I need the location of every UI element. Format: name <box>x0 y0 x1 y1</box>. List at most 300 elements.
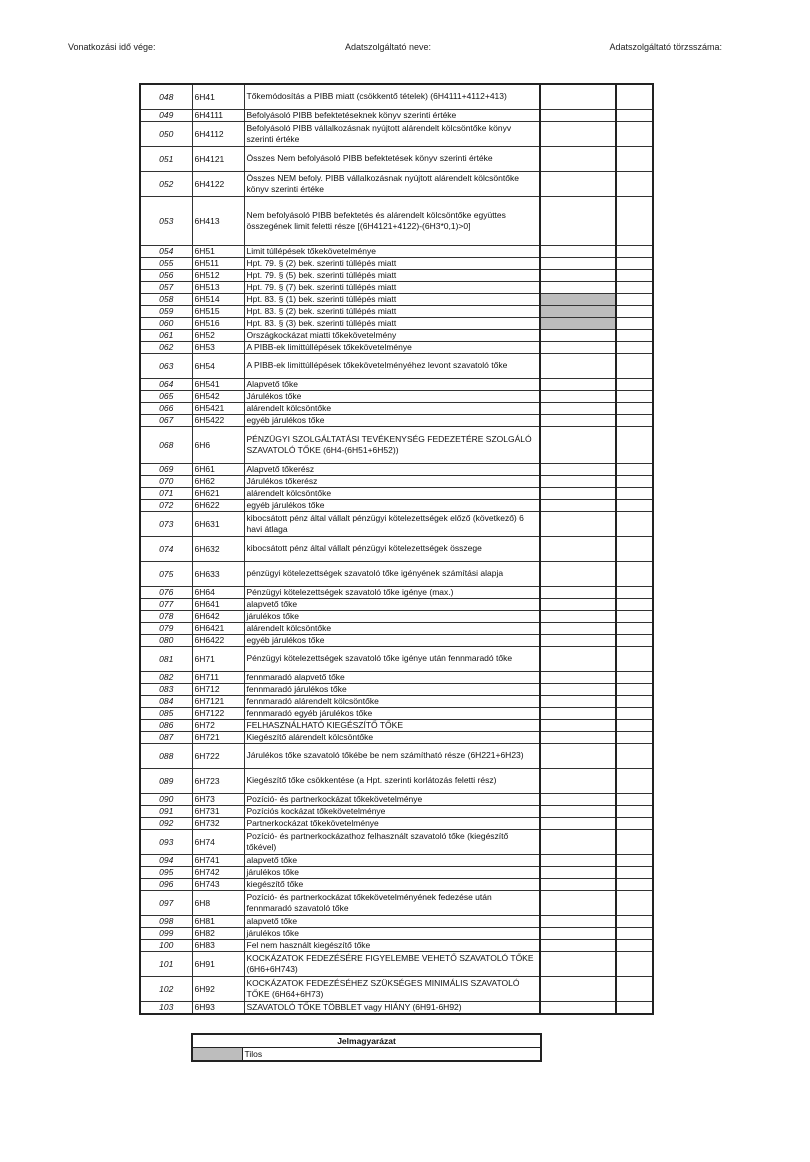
row-number: 065 <box>140 390 192 402</box>
row-description: KOCKÁZATOK FEDEZÉSÉRE FIGYELEMBE VEHETŐ SZAVATOLÓ TŐKE (6H6+6H743) <box>244 951 540 976</box>
value-cell[interactable] <box>540 353 616 378</box>
row-code: 6H513 <box>192 281 244 293</box>
row-code: 6H91 <box>192 951 244 976</box>
value-cell-secondary[interactable] <box>616 939 653 951</box>
row-code: 6H711 <box>192 671 244 683</box>
value-cell[interactable] <box>540 257 616 269</box>
row-number: 099 <box>140 927 192 939</box>
value-cell[interactable] <box>540 598 616 610</box>
row-description: Pozíció- és partnerkockázat tőkekövetelményének fedezése után fennmaradó szavatoló tőke <box>244 890 540 915</box>
row-description: Hpt. 79. § (5) bek. szerinti túllépés miatt <box>244 269 540 281</box>
table-row <box>140 245 653 257</box>
value-cell[interactable] <box>540 511 616 536</box>
row-number: 101 <box>140 951 192 976</box>
row-code: 6H511 <box>192 257 244 269</box>
table-row <box>140 646 653 671</box>
value-cell-secondary[interactable] <box>616 634 653 646</box>
table-row <box>140 536 653 561</box>
value-cell[interactable] <box>540 683 616 695</box>
value-cell-secondary[interactable] <box>616 683 653 695</box>
row-description: A PIBB-ek limittúllépések tőkekövetelményéhez levont szavatoló tőke <box>244 353 540 378</box>
table-row <box>140 878 653 890</box>
row-code: 6H4122 <box>192 171 244 196</box>
value-cell-secondary[interactable] <box>616 829 653 854</box>
table-row <box>140 817 653 829</box>
row-number: 089 <box>140 768 192 793</box>
report-table-body <box>140 84 653 1014</box>
table-row <box>140 317 653 329</box>
value-cell[interactable] <box>540 390 616 402</box>
value-cell[interactable] <box>540 951 616 976</box>
value-cell[interactable] <box>540 171 616 196</box>
value-cell-secondary[interactable] <box>616 695 653 707</box>
row-number: 102 <box>140 976 192 1001</box>
row-code: 6H53 <box>192 341 244 353</box>
value-cell-secondary[interactable] <box>616 109 653 121</box>
value-cell-secondary[interactable] <box>616 475 653 487</box>
row-number: 092 <box>140 817 192 829</box>
value-cell[interactable] <box>540 915 616 927</box>
table-row <box>140 854 653 866</box>
row-number: 083 <box>140 683 192 695</box>
value-cell-secondary[interactable] <box>616 305 653 317</box>
value-cell[interactable] <box>540 878 616 890</box>
value-cell-secondary[interactable] <box>616 390 653 402</box>
value-cell-secondary[interactable] <box>616 245 653 257</box>
row-description: Országkockázat miatti tőkekövetelmény <box>244 329 540 341</box>
table-row <box>140 598 653 610</box>
table-row <box>140 610 653 622</box>
row-description: SZAVATOLÓ TŐKE TÖBBLET vagy HIÁNY (6H91-6H92) <box>244 1001 540 1014</box>
table-row <box>140 402 653 414</box>
row-number: 087 <box>140 731 192 743</box>
row-code: 6H514 <box>192 293 244 305</box>
value-cell-secondary[interactable] <box>616 671 653 683</box>
table-row <box>140 257 653 269</box>
row-number: 068 <box>140 426 192 463</box>
row-description: járulékos tőke <box>244 866 540 878</box>
row-code: 6H742 <box>192 866 244 878</box>
legend-table <box>191 1033 542 1062</box>
row-number: 071 <box>140 487 192 499</box>
table-row <box>140 561 653 586</box>
row-code: 6H621 <box>192 487 244 499</box>
row-description: alárendelt kölcsöntőke <box>244 402 540 414</box>
row-code: 6H732 <box>192 817 244 829</box>
row-code: 6H73 <box>192 793 244 805</box>
value-cell-secondary[interactable] <box>616 793 653 805</box>
row-number: 051 <box>140 146 192 171</box>
row-description: járulékos tőke <box>244 610 540 622</box>
row-number: 048 <box>140 84 192 109</box>
value-cell-secondary[interactable] <box>616 499 653 511</box>
table-row <box>140 768 653 793</box>
row-description: Pénzügyi kötelezettségek szavatoló tőke igénye (max.) <box>244 586 540 598</box>
value-cell-secondary[interactable] <box>616 281 653 293</box>
value-cell[interactable] <box>540 622 616 634</box>
value-cell <box>540 317 616 329</box>
value-cell-secondary[interactable] <box>616 487 653 499</box>
value-cell[interactable] <box>540 414 616 426</box>
row-description: Fel nem használt kiegészítő tőke <box>244 939 540 951</box>
value-cell[interactable] <box>540 109 616 121</box>
row-number: 073 <box>140 511 192 536</box>
row-number: 055 <box>140 257 192 269</box>
row-number: 081 <box>140 646 192 671</box>
row-code: 6H731 <box>192 805 244 817</box>
table-row <box>140 951 653 976</box>
row-code: 6H82 <box>192 927 244 939</box>
row-number: 078 <box>140 610 192 622</box>
row-code: 6H632 <box>192 536 244 561</box>
table-row <box>140 305 653 317</box>
value-cell[interactable] <box>540 329 616 341</box>
value-cell-secondary[interactable] <box>616 414 653 426</box>
row-code: 6H4111 <box>192 109 244 121</box>
row-description: alárendelt kölcsöntőke <box>244 622 540 634</box>
row-description: KOCKÁZATOK FEDEZÉSÉHEZ SZÜKSÉGES MINIMÁLIS SZAVATOLÓ TŐKE (6H64+6H73) <box>244 976 540 1001</box>
table-row <box>140 683 653 695</box>
row-description: Limit túllépések tőkekövetelménye <box>244 245 540 257</box>
value-cell-secondary[interactable] <box>616 890 653 915</box>
row-description: Hpt. 79. § (2) bek. szerinti túllépés miatt <box>244 257 540 269</box>
value-cell-secondary[interactable] <box>616 84 653 109</box>
row-number: 072 <box>140 499 192 511</box>
value-cell-secondary[interactable] <box>616 622 653 634</box>
row-description: Hpt. 83. § (2) bek. szerinti túllépés miatt <box>244 305 540 317</box>
value-cell-secondary[interactable] <box>616 743 653 768</box>
row-number: 057 <box>140 281 192 293</box>
value-cell-secondary[interactable] <box>616 146 653 171</box>
value-cell-secondary[interactable] <box>616 1001 653 1014</box>
row-number: 067 <box>140 414 192 426</box>
row-description: Partnerkockázat tőkekövetelménye <box>244 817 540 829</box>
row-code: 6H41 <box>192 84 244 109</box>
value-cell-secondary[interactable] <box>616 257 653 269</box>
value-cell-secondary[interactable] <box>616 426 653 463</box>
value-cell[interactable] <box>540 196 616 245</box>
row-code: 6H512 <box>192 269 244 281</box>
row-code: 6H712 <box>192 683 244 695</box>
row-description: pénzügyi kötelezettségek szavatoló tőke igényének számítási alapja <box>244 561 540 586</box>
value-cell-secondary[interactable] <box>616 196 653 245</box>
value-cell[interactable] <box>540 927 616 939</box>
row-number: 053 <box>140 196 192 245</box>
row-code: 6H641 <box>192 598 244 610</box>
row-description: Hpt. 79. § (7) bek. szerinti túllépés miatt <box>244 281 540 293</box>
value-cell-secondary[interactable] <box>616 586 653 598</box>
value-cell[interactable] <box>540 829 616 854</box>
value-cell[interactable] <box>540 743 616 768</box>
legend-swatch <box>192 1048 242 1062</box>
value-cell-secondary[interactable] <box>616 269 653 281</box>
value-cell-secondary[interactable] <box>616 536 653 561</box>
table-row <box>140 329 653 341</box>
value-cell-secondary[interactable] <box>616 317 653 329</box>
row-number: 080 <box>140 634 192 646</box>
row-code: 6H71 <box>192 646 244 671</box>
table-row <box>140 890 653 915</box>
table-row <box>140 586 653 598</box>
row-code: 6H6 <box>192 426 244 463</box>
row-code: 6H721 <box>192 731 244 743</box>
value-cell[interactable] <box>540 890 616 915</box>
row-description: fennmaradó egyéb járulékos tőke <box>244 707 540 719</box>
row-description: egyéb járulékos tőke <box>244 634 540 646</box>
table-row <box>140 511 653 536</box>
row-code: 6H723 <box>192 768 244 793</box>
row-code: 6H631 <box>192 511 244 536</box>
row-code: 6H92 <box>192 976 244 1001</box>
value-cell-secondary[interactable] <box>616 976 653 1001</box>
value-cell-secondary[interactable] <box>616 878 653 890</box>
row-number: 103 <box>140 1001 192 1014</box>
value-cell-secondary[interactable] <box>616 341 653 353</box>
table-row <box>140 414 653 426</box>
value-cell[interactable] <box>540 378 616 390</box>
value-cell-secondary[interactable] <box>616 805 653 817</box>
table-row <box>140 146 653 171</box>
row-description: kibocsátott pénz által vállalt pénzügyi kötelezettségek előző (következő) 6 havi átlaga <box>244 511 540 536</box>
row-description: Hpt. 83. § (3) bek. szerinti túllépés miatt <box>244 317 540 329</box>
row-code: 6H6422 <box>192 634 244 646</box>
value-cell[interactable] <box>540 487 616 499</box>
value-cell[interactable] <box>540 793 616 805</box>
value-cell[interactable] <box>540 475 616 487</box>
value-cell[interactable] <box>540 1001 616 1014</box>
row-code: 6H93 <box>192 1001 244 1014</box>
value-cell-secondary[interactable] <box>616 561 653 586</box>
value-cell[interactable] <box>540 610 616 622</box>
row-code: 6H74 <box>192 829 244 854</box>
value-cell-secondary[interactable] <box>616 378 653 390</box>
value-cell[interactable] <box>540 768 616 793</box>
row-number: 054 <box>140 245 192 257</box>
row-number: 076 <box>140 586 192 598</box>
value-cell[interactable] <box>540 499 616 511</box>
table-row <box>140 121 653 146</box>
table-row <box>140 171 653 196</box>
row-number: 082 <box>140 671 192 683</box>
table-row <box>140 353 653 378</box>
row-code: 6H61 <box>192 463 244 475</box>
table-row <box>140 84 653 109</box>
table-row <box>140 939 653 951</box>
table-row <box>140 915 653 927</box>
row-description: Járulékos tőkerész <box>244 475 540 487</box>
value-cell[interactable] <box>540 402 616 414</box>
value-cell-secondary[interactable] <box>616 353 653 378</box>
value-cell[interactable] <box>540 719 616 731</box>
row-description: Alapvető tőke <box>244 378 540 390</box>
value-cell[interactable] <box>540 817 616 829</box>
value-cell <box>540 305 616 317</box>
row-description: Összes NEM befoly. PIBB vállalkozásnak nyújtott alárendelt kölcsöntőke könyv szerinti értéke <box>244 171 540 196</box>
row-description: alapvető tőke <box>244 598 540 610</box>
row-number: 091 <box>140 805 192 817</box>
row-description: Tőkemódosítás a PIBB miatt (csökkentő tételek) (6H4111+4112+413) <box>244 84 540 109</box>
table-row <box>140 475 653 487</box>
value-cell-secondary[interactable] <box>616 707 653 719</box>
value-cell[interactable] <box>540 866 616 878</box>
table-row <box>140 341 653 353</box>
value-cell[interactable] <box>540 245 616 257</box>
row-number: 100 <box>140 939 192 951</box>
value-cell-secondary[interactable] <box>616 866 653 878</box>
header-provider-name: Adatszolgáltató neve: <box>345 42 432 52</box>
row-code: 6H8 <box>192 890 244 915</box>
value-cell-secondary[interactable] <box>616 817 653 829</box>
row-code: 6H83 <box>192 939 244 951</box>
table-row <box>140 805 653 817</box>
table-row <box>140 293 653 305</box>
value-cell-secondary[interactable] <box>616 731 653 743</box>
row-code: 6H54 <box>192 353 244 378</box>
value-cell-secondary[interactable] <box>616 854 653 866</box>
row-description: kibocsátott pénz által vállalt pénzügyi kötelezettségek összege <box>244 536 540 561</box>
row-number: 094 <box>140 854 192 866</box>
row-number: 098 <box>140 915 192 927</box>
row-description: Pozíció- és partnerkockázat tőkekövetelménye <box>244 793 540 805</box>
table-row <box>140 463 653 475</box>
value-cell-secondary[interactable] <box>616 171 653 196</box>
value-cell[interactable] <box>540 646 616 671</box>
row-number: 058 <box>140 293 192 305</box>
row-description: A PIBB-ek limittúllépések tőkekövetelménye <box>244 341 540 353</box>
table-row <box>140 390 653 402</box>
value-cell[interactable] <box>540 939 616 951</box>
value-cell[interactable] <box>540 805 616 817</box>
row-number: 066 <box>140 402 192 414</box>
row-description: kiegészítő tőke <box>244 878 540 890</box>
value-cell[interactable] <box>540 341 616 353</box>
value-cell[interactable] <box>540 536 616 561</box>
value-cell-secondary[interactable] <box>616 927 653 939</box>
row-description: egyéb járulékos tőke <box>244 414 540 426</box>
row-number: 096 <box>140 878 192 890</box>
table-row <box>140 793 653 805</box>
row-number: 075 <box>140 561 192 586</box>
row-description: FELHASZNÁLHATÓ KIEGÉSZÍTŐ TŐKE <box>244 719 540 731</box>
value-cell-secondary[interactable] <box>616 719 653 731</box>
value-cell[interactable] <box>540 281 616 293</box>
row-number: 079 <box>140 622 192 634</box>
value-cell[interactable] <box>540 561 616 586</box>
value-cell-secondary[interactable] <box>616 121 653 146</box>
value-cell[interactable] <box>540 84 616 109</box>
value-cell[interactable] <box>540 976 616 1001</box>
table-row <box>140 622 653 634</box>
row-number: 064 <box>140 378 192 390</box>
table-row <box>140 976 653 1001</box>
table-row <box>140 487 653 499</box>
row-description: alapvető tőke <box>244 915 540 927</box>
table-row <box>140 269 653 281</box>
row-number: 074 <box>140 536 192 561</box>
table-row <box>140 109 653 121</box>
header-provider-id: Adatszolgáltató törzsszáma: <box>609 42 722 52</box>
value-cell[interactable] <box>540 731 616 743</box>
value-cell[interactable] <box>540 463 616 475</box>
value-cell[interactable] <box>540 671 616 683</box>
value-cell[interactable] <box>540 426 616 463</box>
value-cell-secondary[interactable] <box>616 329 653 341</box>
value-cell-secondary[interactable] <box>616 293 653 305</box>
row-description: Kiegészítő alárendelt kölcsöntőke <box>244 731 540 743</box>
row-code: 6H62 <box>192 475 244 487</box>
value-cell[interactable] <box>540 121 616 146</box>
value-cell-secondary[interactable] <box>616 951 653 976</box>
row-code: 6H516 <box>192 317 244 329</box>
value-cell <box>540 293 616 305</box>
row-description: alapvető tőke <box>244 854 540 866</box>
row-description: Hpt. 83. § (1) bek. szerinti túllépés miatt <box>244 293 540 305</box>
table-row <box>140 743 653 768</box>
table-row <box>140 1001 653 1014</box>
row-number: 052 <box>140 171 192 196</box>
row-number: 088 <box>140 743 192 768</box>
row-description: Nem befolyásoló PIBB befektetés és alárendelt kölcsöntőke együttes összegének limit feletti része [(6H4121+4122)-(6H3*0,1)>0] <box>244 196 540 245</box>
value-cell[interactable] <box>540 586 616 598</box>
row-code: 6H633 <box>192 561 244 586</box>
row-code: 6H64 <box>192 586 244 598</box>
row-number: 061 <box>140 329 192 341</box>
row-number: 069 <box>140 463 192 475</box>
row-code: 6H722 <box>192 743 244 768</box>
row-number: 056 <box>140 269 192 281</box>
row-number: 059 <box>140 305 192 317</box>
row-number: 097 <box>140 890 192 915</box>
value-cell[interactable] <box>540 634 616 646</box>
value-cell[interactable] <box>540 707 616 719</box>
row-code: 6H4121 <box>192 146 244 171</box>
header-reference-period-end: Vonatkozási idő vége: <box>68 42 156 52</box>
row-number: 062 <box>140 341 192 353</box>
table-row <box>140 196 653 245</box>
row-description: Járulékos tőke szavatoló tőkébe be nem számítható része (6H221+6H23) <box>244 743 540 768</box>
row-description: Pénzügyi kötelezettségek szavatoló tőke igénye után fennmaradó tőke <box>244 646 540 671</box>
table-row <box>140 671 653 683</box>
value-cell-secondary[interactable] <box>616 768 653 793</box>
table-row <box>140 829 653 854</box>
value-cell-secondary[interactable] <box>616 646 653 671</box>
report-table <box>139 83 654 1015</box>
value-cell-secondary[interactable] <box>616 610 653 622</box>
value-cell-secondary[interactable] <box>616 463 653 475</box>
value-cell[interactable] <box>540 269 616 281</box>
value-cell-secondary[interactable] <box>616 598 653 610</box>
table-row <box>140 281 653 293</box>
value-cell-secondary[interactable] <box>616 915 653 927</box>
row-number: 095 <box>140 866 192 878</box>
row-number: 093 <box>140 829 192 854</box>
value-cell[interactable] <box>540 146 616 171</box>
row-code: 6H72 <box>192 719 244 731</box>
row-description: Kiegészítő tőke csökkentése (a Hpt. szerinti korlátozás feletti rész) <box>244 768 540 793</box>
row-description: Összes Nem befolyásoló PIBB befektetések könyv szerinti értéke <box>244 146 540 171</box>
table-row <box>140 634 653 646</box>
row-description: PÉNZÜGYI SZOLGÁLTATÁSI TEVÉKENYSÉG FEDEZETÉRE SZOLGÁLÓ SZAVATOLÓ TŐKE (6H4-(6H51+6H52)) <box>244 426 540 463</box>
row-number: 070 <box>140 475 192 487</box>
row-number: 084 <box>140 695 192 707</box>
value-cell-secondary[interactable] <box>616 402 653 414</box>
row-code: 6H4112 <box>192 121 244 146</box>
value-cell[interactable] <box>540 695 616 707</box>
value-cell[interactable] <box>540 854 616 866</box>
row-description: fennmaradó alapvető tőke <box>244 671 540 683</box>
value-cell-secondary[interactable] <box>616 511 653 536</box>
row-description: Befolyásoló PIBB befektetéseknek könyv szerinti értéke <box>244 109 540 121</box>
